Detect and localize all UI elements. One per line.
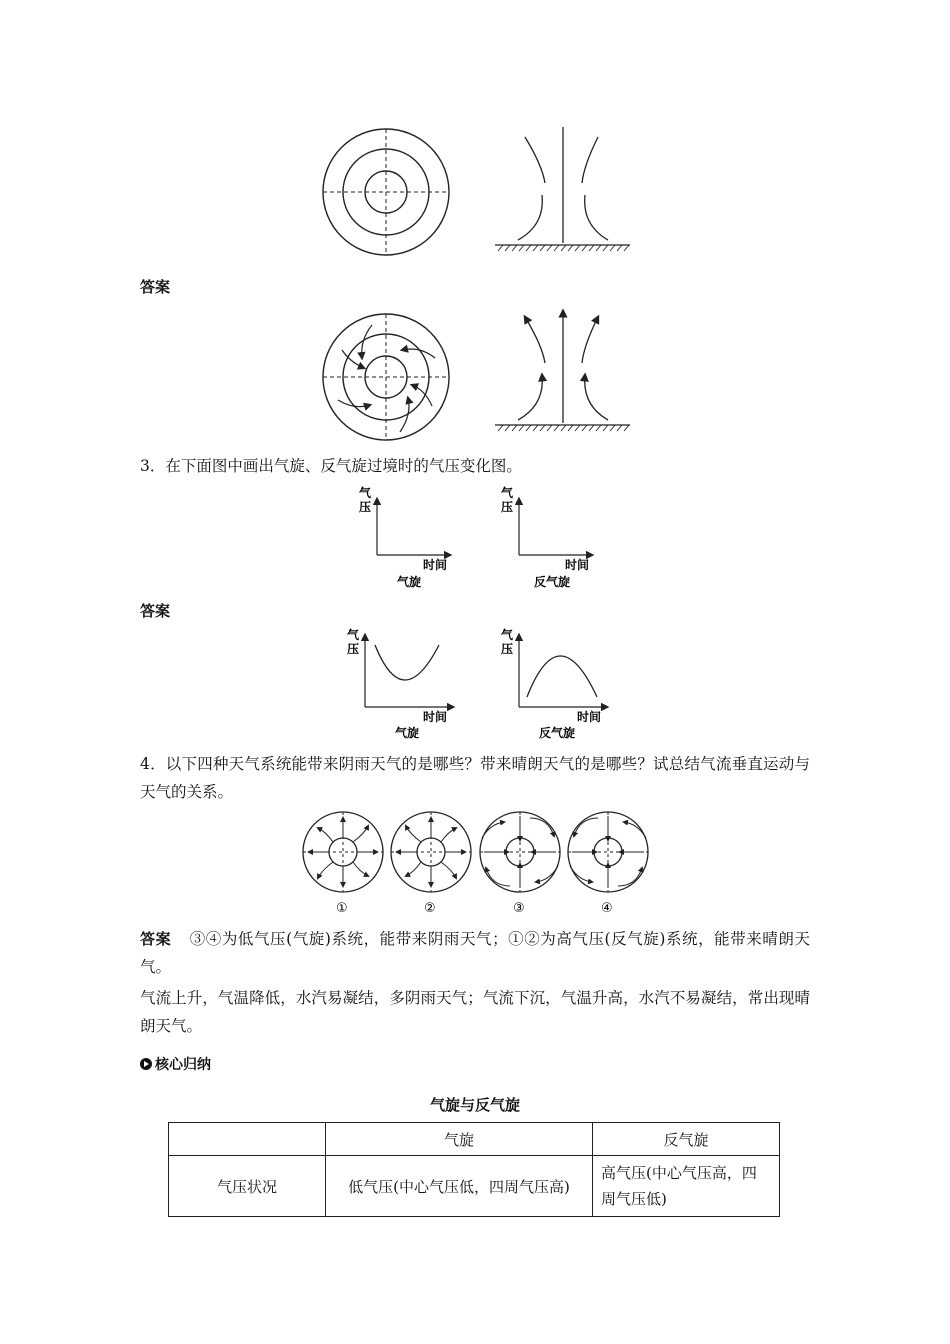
table-header-cell: 反气旋 [593,1123,780,1156]
system-3 [480,812,560,916]
answer-4 [140,925,810,981]
svg-text:气: 气 [501,628,514,642]
anticyclone-pressure-curve [497,625,617,745]
play-icon [140,1058,152,1070]
summary-heading [140,1054,211,1074]
caption-cyclone: 气旋 [397,575,422,589]
answer-label: 答案 [140,602,171,620]
svg-text:②: ② [424,901,436,916]
cyclone-pressure-curve [343,625,463,745]
svg-text:压: 压 [501,642,514,656]
question-3: 3．在下面图中画出气旋、反气旋过境时的气压变化图。 [140,457,522,475]
table-title: 气旋与反气旋 [429,1096,520,1114]
y-axis-label-1: 气 [359,486,372,500]
table-header-row [169,1123,780,1156]
cyclone-section-figure [490,125,635,255]
answer-4-text: ③④为低气压(气旋)系统，能带来阴雨天气；①②为高气压(反气旋)系统，能带来晴朗天气。 [140,930,810,976]
cyclone-curve [375,645,439,680]
cyclone-plan-figure [320,125,460,260]
comparison-table [168,1122,780,1217]
svg-text:压: 压 [347,642,360,656]
table-cell: 高气压(中心气压高，四周气压低) [593,1156,780,1217]
table-cell: 气压状况 [169,1156,326,1217]
summary-heading-text: 核心归纳 [155,1057,211,1073]
weather-systems-figure [298,808,658,920]
svg-text:气: 气 [347,628,360,642]
system-2 [391,812,471,916]
svg-text:反气旋: 反气旋 [539,726,576,740]
y-axis-label-2: 压 [501,500,514,514]
x-axis-label: 时间 [423,558,448,572]
system-4 [568,812,648,916]
cyclone-pressure-axes [355,485,465,595]
table-cell: 低气压(中心气压低，四周气压高) [326,1156,593,1217]
question-4: 4．以下四种天气系统能带来阴雨天气的是哪些？带来晴朗天气的是哪些？试总结气流垂直运动与天气的关系。 [140,755,810,801]
y-axis-label-1: 气 [501,486,514,500]
answer-label: 答案 [140,278,171,296]
svg-text:④: ④ [601,901,613,916]
svg-text:③: ③ [513,901,525,916]
cyclone-plan-answer-figure [320,310,460,445]
anticyclone-curve [527,656,597,697]
svg-text:①: ① [336,901,348,916]
caption-anticyclone: 反气旋 [534,575,571,589]
svg-text:气旋: 气旋 [395,726,420,740]
system-1 [303,812,383,916]
svg-text:时间: 时间 [577,710,602,724]
x-axis-label: 时间 [565,558,590,572]
y-axis-label-2: 压 [359,500,372,514]
answer-4-text2: 气流上升，气温降低，水汽易凝结，多阴雨天气；气流下沉，气温升高，水汽不易凝结，常出现晴朗天气。 [140,989,810,1035]
anticyclone-pressure-axes [497,485,607,595]
table-header-cell: 气旋 [326,1123,593,1156]
svg-text:时间: 时间 [423,710,448,724]
cyclone-section-answer-figure [490,305,635,435]
answer-label: 答案 [140,930,172,948]
table-row [169,1156,780,1217]
table-header-cell [169,1123,326,1156]
